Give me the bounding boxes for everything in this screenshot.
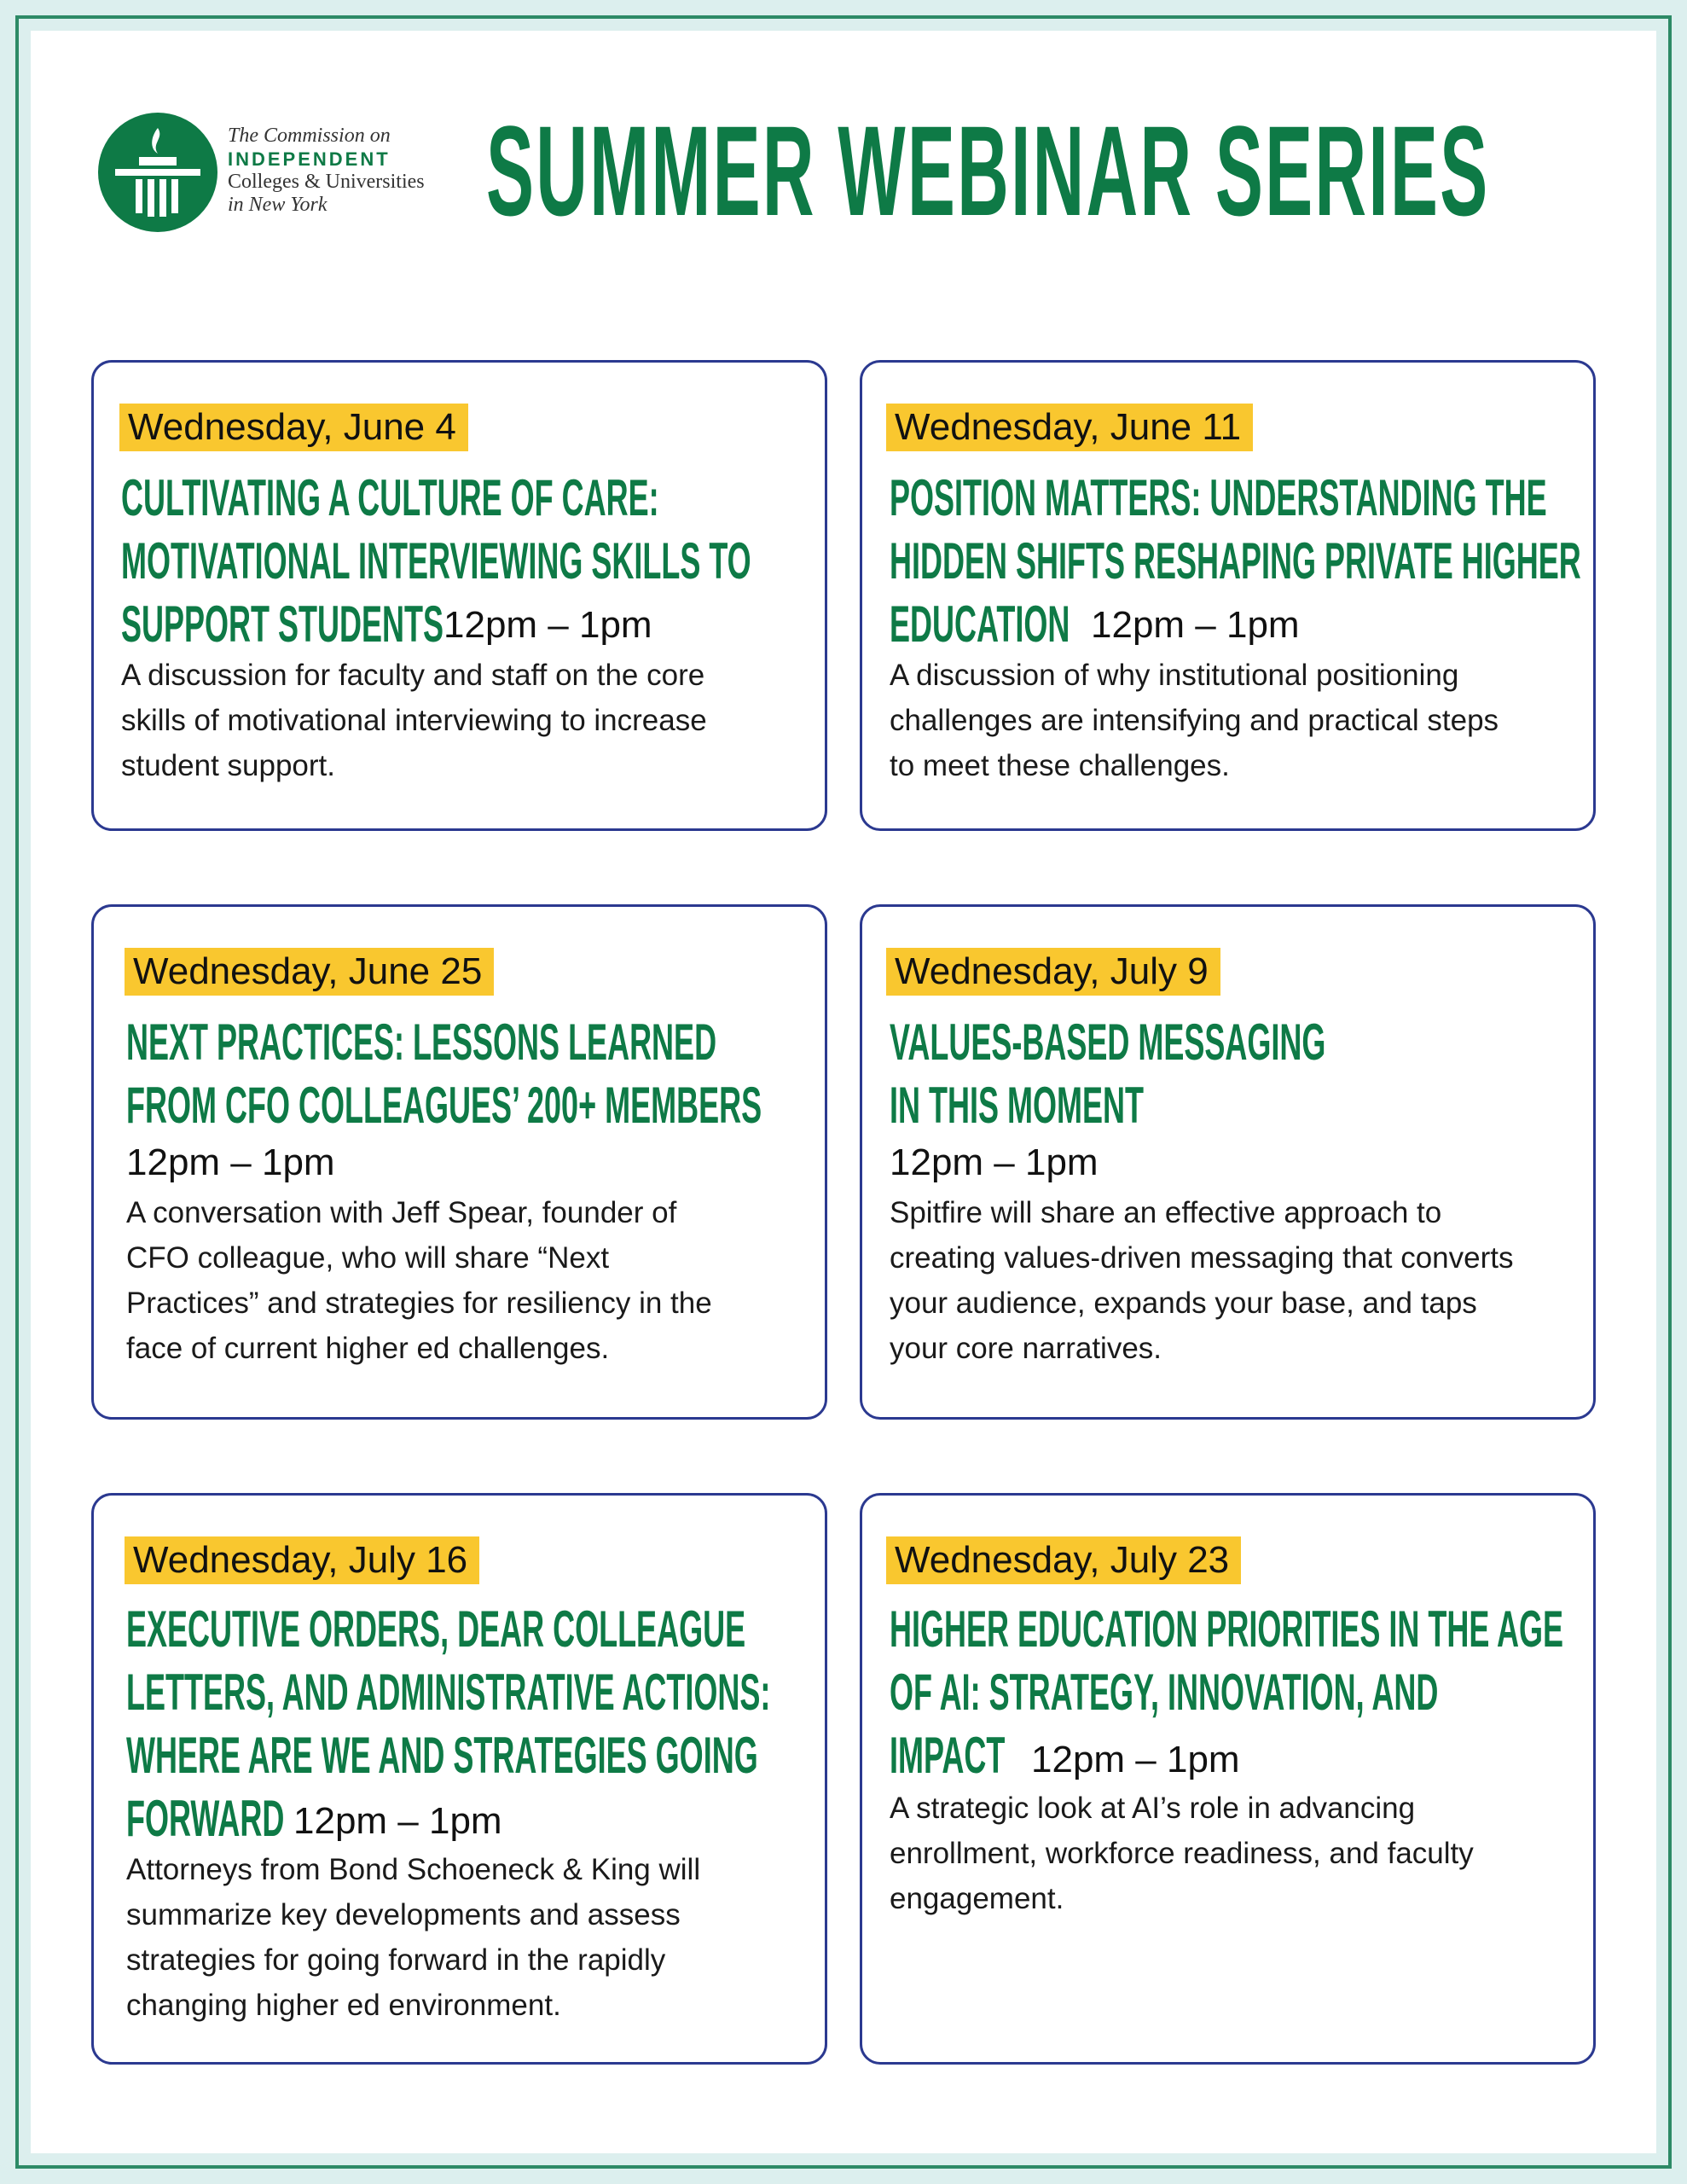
webinar-card [91, 1493, 827, 2065]
description-line: skills of motivational interviewing to increase [121, 704, 707, 737]
webinar-date: Wednesday, July 9 [886, 948, 1220, 996]
logo-wordmark [228, 125, 425, 217]
webinar-title-line: EXECUTIVE ORDERS, DEAR COLLEAGUE [126, 1600, 746, 1658]
webinar-description [890, 1786, 1474, 1921]
page-title [486, 102, 1595, 239]
description-line: student support. [121, 749, 335, 782]
webinar-title-line: CULTIVATING A CULTURE OF CARE: [121, 469, 659, 526]
webinar-date: Wednesday, June 25 [125, 948, 494, 996]
description-line: Practices” and strategies for resiliency in the [126, 1287, 712, 1320]
webinar-description [121, 653, 707, 788]
logo-line-1: The Commission on [228, 125, 391, 147]
webinar-card [91, 904, 827, 1420]
webinar-description [890, 1190, 1513, 1371]
webinar-date: Wednesday, July 16 [125, 1536, 479, 1584]
webinar-title-line: EDUCATION [890, 595, 1070, 653]
description-line: enrollment, workforce readiness, and faculty [890, 1837, 1474, 1870]
webinar-title-line: IN THIS MOMENT [890, 1077, 1144, 1134]
webinar-title-line: FORWARD [126, 1790, 285, 1847]
webinar-card [860, 1493, 1596, 2065]
webinar-card [91, 360, 827, 831]
webinar-title [890, 1598, 1687, 1787]
webinar-title-line: VALUES-BASED MESSAGING [890, 1014, 1326, 1071]
webinar-date: Wednesday, June 11 [886, 404, 1253, 451]
webinar-date: Wednesday, July 23 [886, 1536, 1241, 1584]
webinar-time: 12pm – 1pm [1031, 1739, 1240, 1780]
logo-line-3: Colleges & Universities [228, 171, 425, 193]
webinar-card [860, 904, 1596, 1420]
description-line: Attorneys from Bond Schoeneck & King will [126, 1853, 701, 1886]
webinar-date: Wednesday, June 4 [119, 404, 468, 451]
webinar-title-line: MOTIVATIONAL INTERVIEWING SKILLS TO [121, 532, 751, 590]
webinar-time: 12pm – 1pm [126, 1141, 335, 1183]
description-line: to meet these challenges. [890, 749, 1230, 782]
webinar-card [860, 360, 1596, 831]
description-line: challenges are intensifying and practical steps [890, 704, 1499, 737]
description-line: A conversation with Jeff Spear, founder of [126, 1196, 677, 1229]
webinar-description [890, 653, 1499, 788]
description-line: your core narratives. [890, 1332, 1162, 1365]
torch-icon [98, 113, 217, 232]
webinar-title-line: WHERE ARE WE AND STRATEGIES GOING [126, 1727, 758, 1784]
webinar-title-line: LETTERS, AND ADMINISTRATIVE ACTIONS: [126, 1664, 771, 1721]
webinar-title-line: SUPPORT STUDENTS [121, 595, 444, 653]
logo-line-4: in New York [228, 194, 328, 216]
description-line: CFO colleague, who will share “Next [126, 1241, 610, 1275]
description-line: A discussion of why institutional positioning [890, 659, 1459, 692]
logo-line-2: INDEPENDENT [228, 148, 391, 170]
webinar-title-line: HIGHER EDUCATION PRIORITIES IN THE AGE [890, 1600, 1564, 1658]
description-line: creating values-driven messaging that converts [890, 1241, 1514, 1275]
webinar-description [126, 1190, 712, 1371]
webinar-title [890, 1011, 1616, 1137]
description-line: Spitfire will share an effective approach to [890, 1196, 1442, 1229]
description-line: strategies for going forward in the rapidly [126, 1943, 666, 1977]
webinar-title-line: POSITION MATTERS: UNDERSTANDING THE [890, 469, 1547, 526]
description-line: summarize key developments and assess [126, 1898, 681, 1931]
webinar-title-line: IMPACT [890, 1727, 1006, 1784]
webinar-time: 12pm – 1pm [890, 1141, 1099, 1183]
webinar-title-line: HIDDEN SHIFTS RESHAPING PRIVATE HIGHER [890, 532, 1581, 590]
webinar-title-line: NEXT PRACTICES: LESSONS LEARNED [126, 1014, 717, 1071]
description-line: A strategic look at AI’s role in advancing [890, 1792, 1416, 1825]
commission-logo [98, 113, 439, 232]
page-title-text: SUMMER WEBINAR SERIES [486, 102, 1490, 239]
webinar-time: 12pm – 1pm [443, 604, 652, 646]
webinar-time: 12pm – 1pm [293, 1800, 502, 1842]
description-line: engagement. [890, 1882, 1064, 1915]
webinar-description [126, 1847, 700, 2028]
description-line: your audience, expands your base, and taps [890, 1287, 1477, 1320]
description-line: face of current higher ed challenges. [126, 1332, 610, 1365]
webinar-time: 12pm – 1pm [1091, 604, 1300, 646]
webinar-title-line: FROM CFO COLLEAGUES’ 200+ MEMBERS [126, 1077, 762, 1134]
webinar-title-line: OF AI: STRATEGY, INNOVATION, AND [890, 1664, 1439, 1721]
description-line: changing higher ed environment. [126, 1989, 561, 2022]
description-line: A discussion for faculty and staff on the core [121, 659, 705, 692]
